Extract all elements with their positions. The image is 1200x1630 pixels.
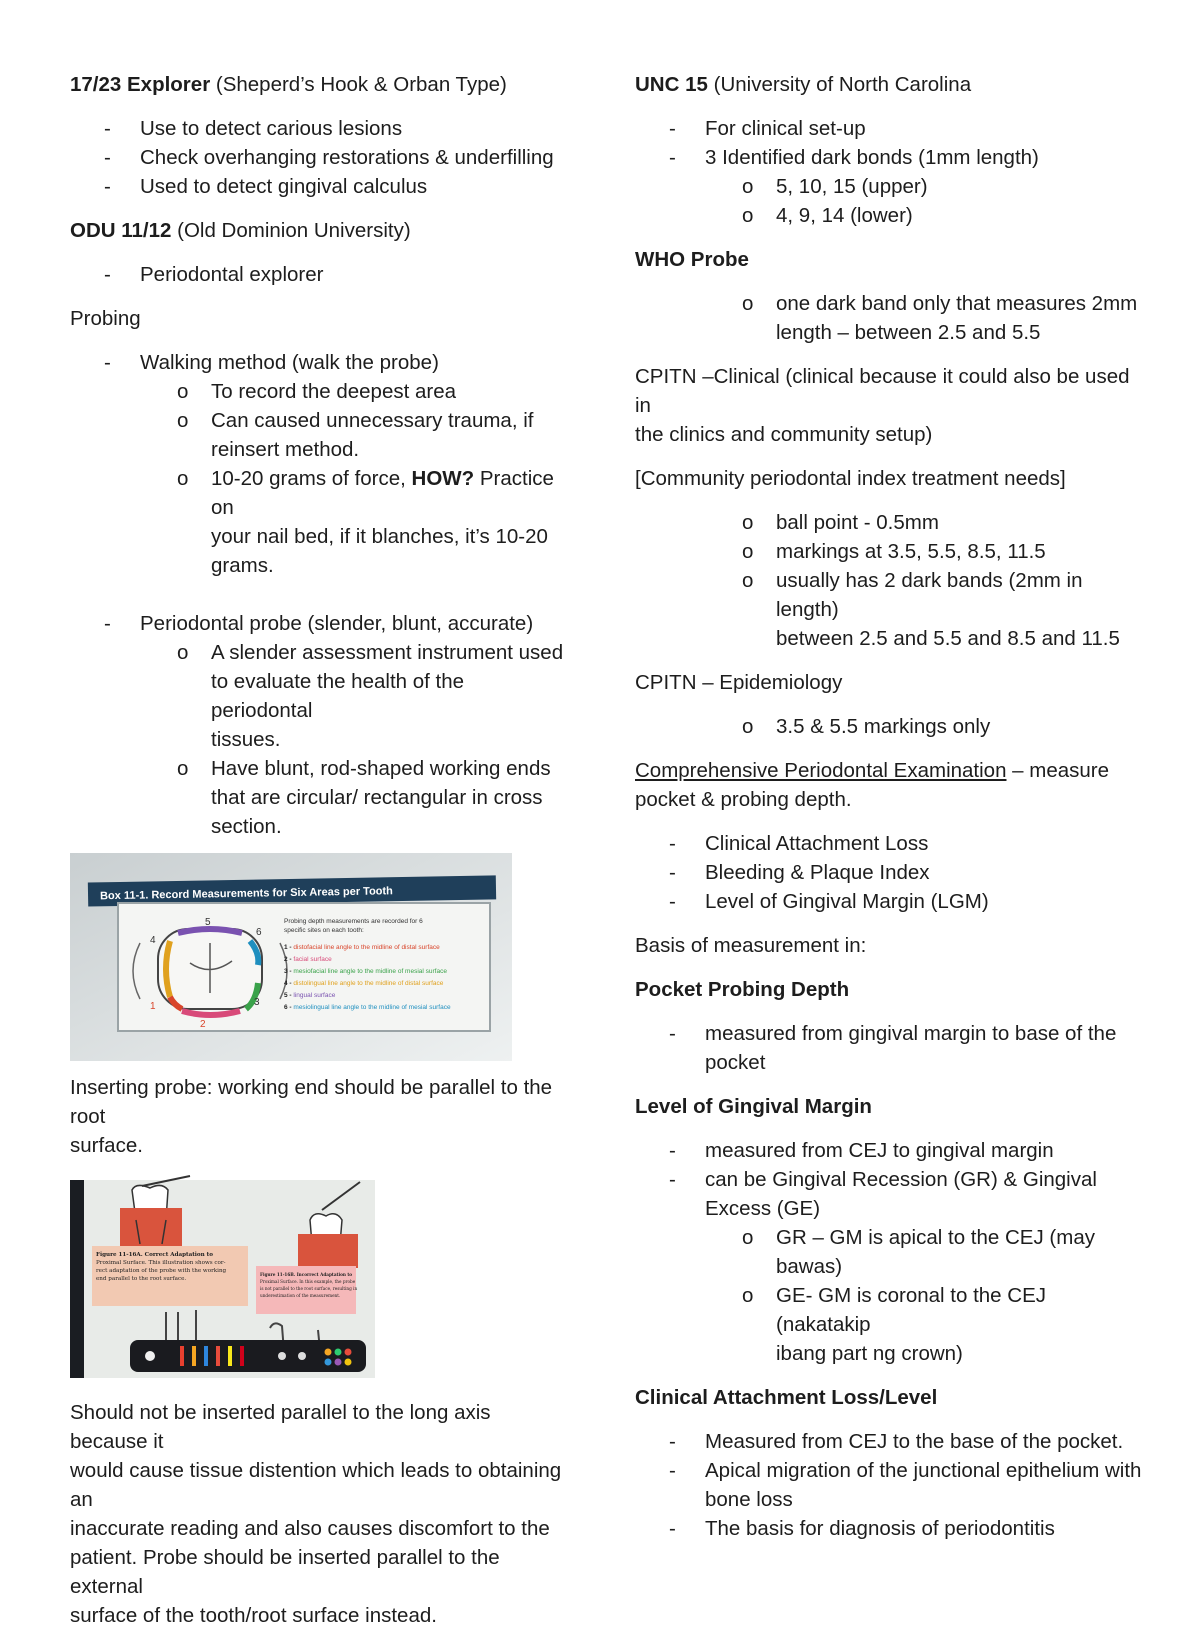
box-intro-line: Probing depth measurements are recorded for 6 — [284, 918, 423, 925]
bullet-circle: o — [742, 1284, 754, 1307]
list-item-text: Apical migration of the junctional epithelium with — [705, 1459, 1142, 1482]
list-item — [70, 143, 570, 172]
box-legend-line: 1 - distofacial line angle to the midline of distal surface — [284, 944, 440, 951]
caption-line: Figure 11-16B. Incorrect Adaptation to — [260, 1272, 353, 1277]
unc-list — [635, 114, 1145, 230]
bullet-circle: o — [177, 641, 189, 664]
sub-item-text: markings at 3.5, 5.5, 8.5, 11.5 — [776, 540, 1046, 563]
site-label-2: 2 — [200, 1019, 206, 1030]
list-item-text: Excess (GE) — [705, 1197, 821, 1220]
bullet-dash: - — [669, 1022, 676, 1045]
caption-line: Proximal Surface. This illustration shows cor- — [96, 1260, 226, 1266]
epidemiology-heading: CPITN – Epidemiology — [635, 671, 843, 694]
sub-list-item — [635, 712, 1145, 741]
inline-text: Practice on — [211, 467, 554, 519]
box-intro-line: specific sites on each tooth: — [284, 927, 364, 934]
cal-list — [635, 1427, 1145, 1543]
ppd-heading: Pocket Probing Depth — [635, 978, 850, 1001]
sub-item-text: grams. — [211, 554, 274, 577]
list-item — [635, 829, 1145, 858]
sub-item-text: 4, 9, 14 (lower) — [776, 204, 913, 227]
figure-11-16-photo — [70, 1180, 375, 1378]
paragraph-line: the clinics and community setup) — [635, 423, 933, 446]
list-item — [635, 143, 1145, 172]
box-legend-line: 5 - lingual surface — [284, 992, 336, 999]
box-legend-line: 3 - mesiofacial line angle to the midline of mesial surface — [284, 968, 447, 975]
basis-line: Basis of measurement in: — [635, 934, 867, 957]
caption-line: underestimation of the measurement. — [260, 1293, 341, 1298]
list-item — [635, 114, 1145, 143]
bullet-circle: o — [742, 292, 754, 315]
unc-subtitle: (University of North Carolina — [707, 73, 972, 96]
sub-item-text: length – between 2.5 and 5.5 — [776, 321, 1041, 344]
box-11-1-photo — [70, 853, 512, 1061]
site-label-6: 6 — [256, 927, 262, 938]
odu-title: ODU 11/12 — [70, 219, 172, 242]
sub-list-item — [70, 638, 570, 754]
list-item — [70, 348, 570, 377]
odu-subtitle: (Old Dominion University) — [171, 219, 411, 242]
list-item — [635, 1019, 1145, 1077]
list-item — [70, 609, 570, 638]
caption-line: is not parallel to the root surface, resulting in — [260, 1286, 358, 1291]
list-item-text: The basis for diagnosis of periodontitis — [705, 1517, 1055, 1540]
sub-list-item — [70, 464, 570, 580]
cpe-list — [635, 829, 1145, 916]
site-label-3: 3 — [254, 997, 260, 1008]
bullet-dash: - — [669, 1430, 676, 1453]
caption-line: rect adaptation of the probe with the working — [96, 1268, 227, 1274]
paragraph-line — [635, 756, 1145, 785]
list-item-text: Walking method (walk the probe) — [140, 351, 439, 374]
list-item — [635, 858, 1145, 887]
explorer-heading — [70, 70, 570, 99]
sub-item-text: Can caused unnecessary trauma, if — [211, 409, 534, 432]
bullet-dash: - — [669, 890, 676, 913]
list-item-text: measured from CEJ to gingival margin — [705, 1139, 1054, 1162]
list-item — [70, 114, 570, 143]
bullet-circle: o — [177, 757, 189, 780]
closing-paragraph — [70, 1398, 570, 1630]
lgm-list — [635, 1136, 1145, 1368]
community-line: [Community periodontal index treatment needs] — [635, 467, 1066, 490]
sub-item-text: your nail bed, if it blanches, it’s 10-20 — [211, 525, 548, 548]
list-item-text: Use to detect carious lesions — [140, 117, 403, 140]
list-item-text: bone loss — [705, 1488, 793, 1511]
who-list — [635, 289, 1145, 347]
sub-item-text: Have blunt, rod-shaped working ends — [211, 757, 551, 780]
sub-item-text — [211, 464, 570, 522]
box-legend-line: 6 - mesiolingual line angle to the midline of mesial surface — [284, 1004, 451, 1011]
list-item — [635, 1427, 1145, 1456]
paragraph-line: Inserting probe: working end should be parallel to the root — [70, 1076, 553, 1128]
box-11-1-illustration — [70, 853, 512, 1061]
sub-item-text: 5, 10, 15 (upper) — [776, 175, 928, 198]
inline-text: 10-20 grams of force, — [211, 467, 412, 490]
bullet-circle: o — [742, 715, 754, 738]
bullet-dash: - — [104, 117, 111, 140]
list-item-text: Used to detect gingival calculus — [140, 175, 428, 198]
bullet-dash: - — [669, 1139, 676, 1162]
sub-item-text: 3.5 & 5.5 markings only — [776, 715, 991, 738]
list-item — [635, 1165, 1145, 1223]
bullet-circle: o — [742, 1226, 754, 1249]
sub-item-text: usually has 2 dark bands (2mm in length) — [776, 569, 1083, 621]
list-item-text: Level of Gingival Margin (LGM) — [705, 890, 989, 913]
ppd-list — [635, 1019, 1145, 1077]
sub-list-item — [635, 537, 1145, 566]
sub-item-text: that are circular/ rectangular in cross — [211, 786, 543, 809]
odu-list — [70, 260, 570, 289]
cpitn-list — [635, 508, 1145, 653]
cpe-underlined: Comprehensive Periodontal Examination — [635, 759, 1007, 782]
inline-text: – measure — [1006, 759, 1110, 782]
unc-heading — [635, 70, 1145, 99]
right-column — [635, 70, 1145, 1558]
figure-11-16-illustration — [70, 1180, 375, 1378]
paragraph-line: Should not be inserted parallel to the long axis because it — [70, 1401, 491, 1453]
bullet-circle: o — [742, 204, 754, 227]
box-legend-line: 4 - distolingual line angle to the midline of distal surface — [284, 980, 444, 987]
sub-item-text: ball point - 0.5mm — [776, 511, 939, 534]
cal-heading: Clinical Attachment Loss/Level — [635, 1386, 938, 1409]
list-item — [635, 1136, 1145, 1165]
sub-list-item — [635, 1223, 1145, 1281]
explorer-list — [70, 114, 570, 201]
inserting-paragraph — [70, 1073, 570, 1160]
probing-list — [70, 348, 570, 841]
bullet-circle: o — [177, 467, 189, 490]
bullet-dash: - — [669, 1517, 676, 1540]
sub-list-item — [635, 566, 1145, 653]
site-label-5: 5 — [205, 917, 211, 928]
caption-line: Figure 11-16A. Correct Adaptation to — [96, 1252, 213, 1258]
paragraph-line: patient. Probe should be inserted parallel to the external — [70, 1546, 500, 1598]
cpe-paragraph — [635, 756, 1145, 814]
list-item-text: 3 Identified dark bonds (1mm length) — [705, 146, 1039, 169]
list-item-text: Bleeding & Plaque Index — [705, 861, 930, 884]
sub-list-item — [70, 377, 570, 406]
list-item-text: measured from gingival margin to base of the — [705, 1022, 1117, 1045]
paragraph-line: surface of the tooth/root surface instead. — [70, 1604, 437, 1627]
lgm-heading: Level of Gingival Margin — [635, 1095, 872, 1118]
inline-bold: HOW? — [411, 467, 475, 490]
list-item — [70, 260, 570, 289]
epidemiology-list — [635, 712, 1145, 741]
left-column — [70, 70, 570, 1630]
paragraph-line: CPITN –Clinical (clinical because it could also be used in — [635, 365, 1130, 417]
box-legend-line: 2 - facial surface — [284, 956, 332, 963]
site-label-1: 1 — [150, 1001, 156, 1012]
list-item-text: Clinical Attachment Loss — [705, 832, 929, 855]
bullet-circle: o — [177, 409, 189, 432]
bullet-dash: - — [669, 1459, 676, 1482]
sub-item-text: between 2.5 and 5.5 and 8.5 and 11.5 — [776, 627, 1120, 650]
list-item — [635, 1456, 1145, 1514]
list-item-text: pocket — [705, 1051, 766, 1074]
bullet-dash: - — [104, 146, 111, 169]
bullet-circle: o — [177, 380, 189, 403]
list-item-text: Periodontal probe (slender, blunt, accurate) — [140, 612, 534, 635]
explorer-title: 17/23 Explorer — [70, 73, 211, 96]
unc-title: UNC 15 — [635, 73, 708, 96]
list-item-text: can be Gingival Recession (GR) & Gingival — [705, 1168, 1097, 1191]
site-label-4: 4 — [150, 935, 156, 946]
sub-list-item — [635, 201, 1145, 230]
sub-item-text: tissues. — [211, 728, 281, 751]
paragraph-line: would cause tissue distention which leads to obtaining an — [70, 1459, 562, 1511]
paragraph-line: surface. — [70, 1134, 143, 1157]
sub-list-item — [635, 508, 1145, 537]
list-item — [70, 172, 570, 201]
sub-item-text: bawas) — [776, 1255, 843, 1278]
bullet-dash: - — [104, 263, 111, 286]
bullet-dash: - — [669, 861, 676, 884]
list-item-text: Periodontal explorer — [140, 263, 324, 286]
spacer — [70, 580, 570, 609]
sub-item-text: to evaluate the health of the periodontal — [211, 670, 465, 722]
bullet-circle: o — [742, 569, 754, 592]
box-title: Box 11-1. Record Measurements for Six Areas per Tooth — [99, 885, 393, 903]
sub-list-item — [70, 754, 570, 841]
list-item — [635, 887, 1145, 916]
bullet-dash: - — [669, 146, 676, 169]
bullet-dash: - — [669, 1168, 676, 1191]
bullet-circle: o — [742, 511, 754, 534]
cpitn-clinical-paragraph — [635, 362, 1145, 449]
bullet-dash: - — [669, 832, 676, 855]
list-item-text: Measured from CEJ to the base of the pocket. — [705, 1430, 1124, 1453]
caption-line: Proximal Surface. In this example, the probe — [260, 1279, 356, 1284]
probing-heading: Probing — [70, 307, 141, 330]
sub-item-text: GE- GM is coronal to the CEJ (nakatakip — [776, 1284, 1047, 1336]
sub-item-text: section. — [211, 815, 282, 838]
bullet-dash: - — [104, 351, 111, 374]
sub-item-text: A slender assessment instrument used — [211, 641, 564, 664]
sub-list-item — [70, 406, 570, 464]
explorer-subtitle: (Sheperd’s Hook & Orban Type) — [210, 73, 507, 96]
bullet-dash: - — [104, 175, 111, 198]
who-heading: WHO Probe — [635, 248, 749, 271]
odu-heading — [70, 216, 570, 245]
sub-item-text: GR – GM is apical to the CEJ (may — [776, 1226, 1095, 1249]
paragraph-line: pocket & probing depth. — [635, 788, 852, 811]
caption-line: end parallel to the root surface. — [96, 1276, 187, 1282]
sub-item-text: To record the deepest area — [211, 380, 457, 403]
list-item — [635, 1514, 1145, 1543]
sub-list-item — [635, 1281, 1145, 1368]
screen-taskbar — [130, 1340, 366, 1372]
sub-item-text: one dark band only that measures 2mm — [776, 292, 1138, 315]
bullet-circle: o — [742, 540, 754, 563]
paragraph-line: inaccurate reading and also causes discomfort to the — [70, 1517, 550, 1540]
list-item-text: For clinical set-up — [705, 117, 866, 140]
list-item-text: Check overhanging restorations & underfilling — [140, 146, 554, 169]
bullet-circle: o — [742, 175, 754, 198]
sub-item-text: ibang part ng crown) — [776, 1342, 963, 1365]
sub-list-item — [635, 289, 1145, 347]
sub-item-text: reinsert method. — [211, 438, 360, 461]
sub-list-item — [635, 172, 1145, 201]
bullet-dash: - — [669, 117, 676, 140]
bullet-dash: - — [104, 612, 111, 635]
